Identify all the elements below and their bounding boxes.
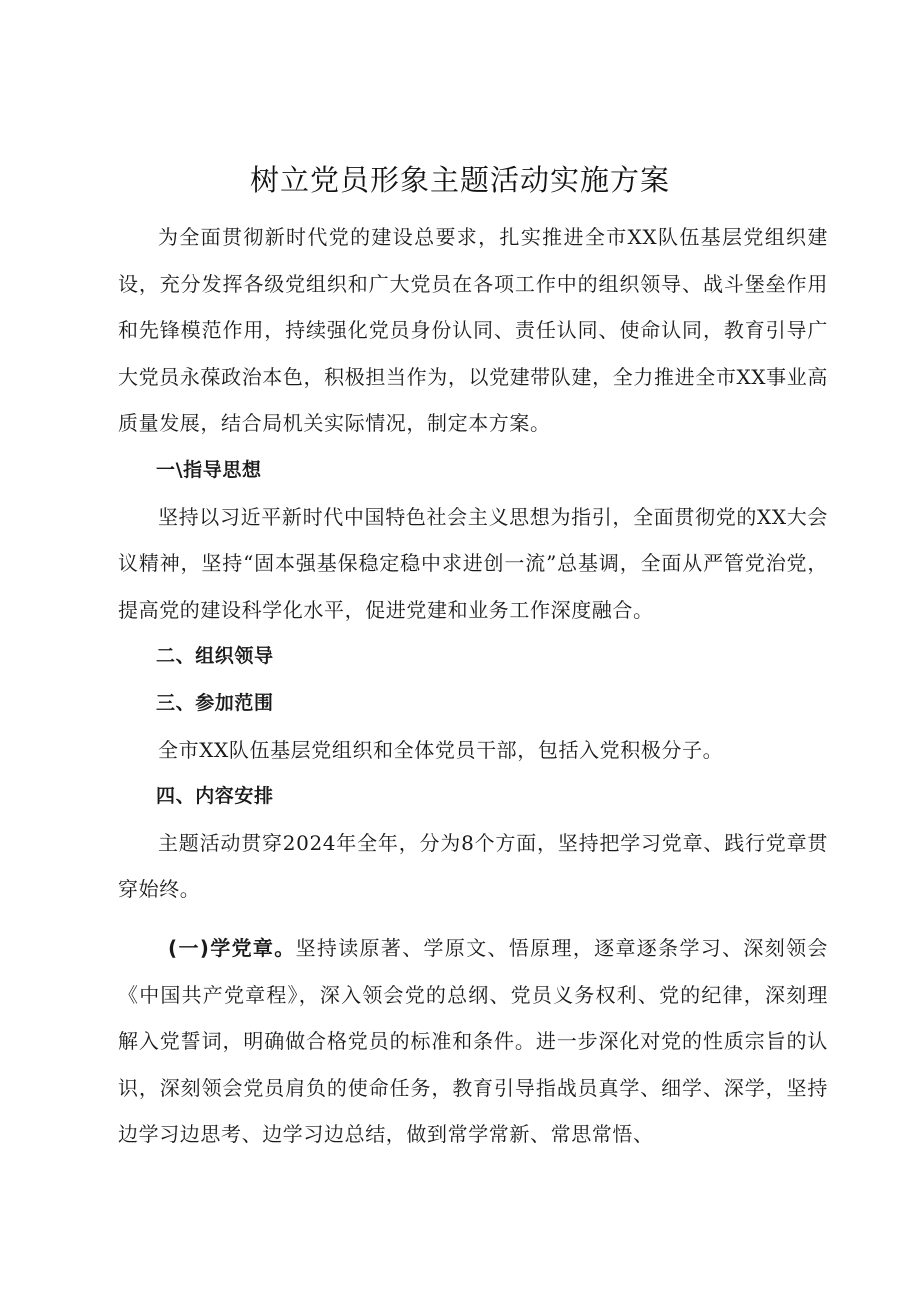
section-text-participation-scope: 全市XX队伍基层党组织和全体党员干部，包括入党积极分子。 [158, 737, 724, 762]
subsection-label: (一)学党章。 [168, 935, 296, 960]
section-heading-guiding-ideology: 一\指导思想 [156, 458, 262, 481]
section-text-guiding-ideology: 坚持以习近平新时代中国特色社会主义思想为指引，全面贯彻党的XX大会议精神，坚持“固本强基保稳定稳中求进创一流”总基调，全面从严管党治党，提高党的建设科学化水平，促进党建和业务工作深度融合。 [118, 504, 828, 622]
intro-paragraph: 为全面贯彻新时代党的建设总要求，扎实推进全市XX队伍基层党组织建设，充分发挥各级党组织和广大党员在各项工作中的组织领导、战斗堡垒作用和先锋模范作用，持续强化党员身份认同、责任认同、使命认同，教育引导广大党员永葆政治本色，积极担当作为，以党建带队建，全力推进全市XX事业高质量发展，结合局机关实际情况，制定本方案。 [118, 225, 828, 436]
subsection-text: 坚持读原著、学原文、悟原理，逐章逐条学习、深刻领会《中国共产党章程》，深入领会党的总纲、党员义务权利、党的纪律，深刻理解入党誓词，明确做合格党员的标准和条件。进一步深化对党的性质宗旨的认识，深刻领会党员肩负的使命任务，教育引导指战员真学、细学、深学，坚持边学习边思考、边学习边总结，做到常学常新、常思常悟、 [118, 935, 829, 1147]
section-text-content-arrangement: 主题活动贯穿2024年全年，分为8个方面，坚持把学习党章、践行党章贯穿始终。 [118, 830, 828, 902]
section-heading-participation-scope: 三、参加范围 [156, 691, 274, 714]
section-heading-organization-leadership: 二、组织领导 [156, 645, 274, 668]
document-title: 树立党员形象主题活动实施方案 [249, 163, 670, 197]
subsection-study-party-constitution [118, 925, 828, 1158]
document-body [118, 214, 828, 1158]
section-heading-content-arrangement: 四、内容安排 [156, 785, 274, 808]
